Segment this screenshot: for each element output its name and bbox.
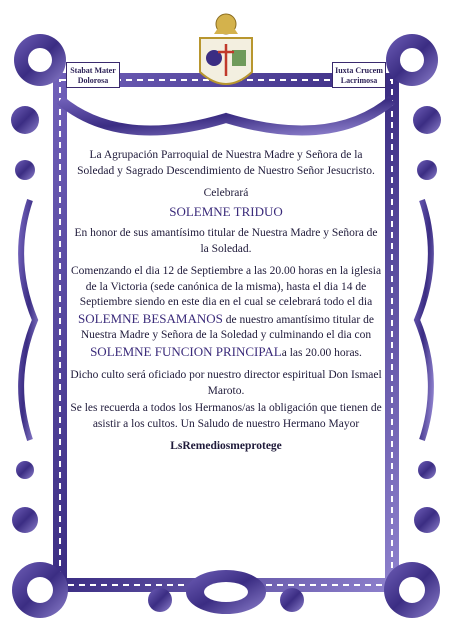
motto-right-line2: Lacrimosa	[340, 76, 378, 85]
schedule-part2: de nuestro amantísimo titular de Nuestra Madre y Señora de la Soledad y culminando el dia con	[80, 313, 374, 341]
motto-left-line1: Stabat Mater	[70, 66, 116, 75]
crest-emblem	[200, 14, 252, 84]
schedule-part3: a las 20.00 horas.	[281, 346, 362, 359]
besamanos-text: SOLEMNE BESAMANOS	[78, 310, 223, 326]
motto-left-line2: Dolorosa	[77, 76, 109, 85]
signature: LsRemediosmeprotege	[170, 440, 282, 452]
top-drapery	[60, 100, 392, 130]
funcion-text: SOLEMNE FUNCION PRINCIPAL	[90, 343, 282, 359]
officiant-paragraph: Dicho culto será oficiado por nuestro director espiritual Don Ismael Maroto.	[70, 369, 382, 397]
motto-label-left	[66, 62, 120, 88]
motto-label-right	[332, 62, 386, 88]
motto-right-line1: Iuxta Crucem	[335, 66, 383, 75]
honor-paragraph: En honor de sus amantísimo titular de Nuestra Madre y Señora de la Soledad.	[74, 227, 378, 255]
announcement-body	[70, 148, 382, 462]
schedule-paragraph	[70, 264, 382, 361]
reminder-paragraph: Se les recuerda a todos los Hermanos/as la obligación que tienen de asistir a los cultos. Un Saludo de nuestro Hermano Mayor	[70, 402, 382, 430]
intro-paragraph: La Agrupación Parroquial de Nuestra Madre y Señora de la Soledad y Sagrado Descendimiento de Nuestro Señor Jesucristo.	[77, 149, 375, 177]
schedule-part1: Comenzando el dia 12 de Septiembre a las 20.00 horas en la iglesia de la Victoria (sede canónica de la misma), hasta el dia 14 de Septiembre siendo en este dia en el cual se celebrará todo el dia	[70, 265, 382, 308]
celebrara-text: Celebrará	[203, 187, 249, 199]
triduo-title: SOLEMNE TRIDUO	[169, 203, 283, 219]
